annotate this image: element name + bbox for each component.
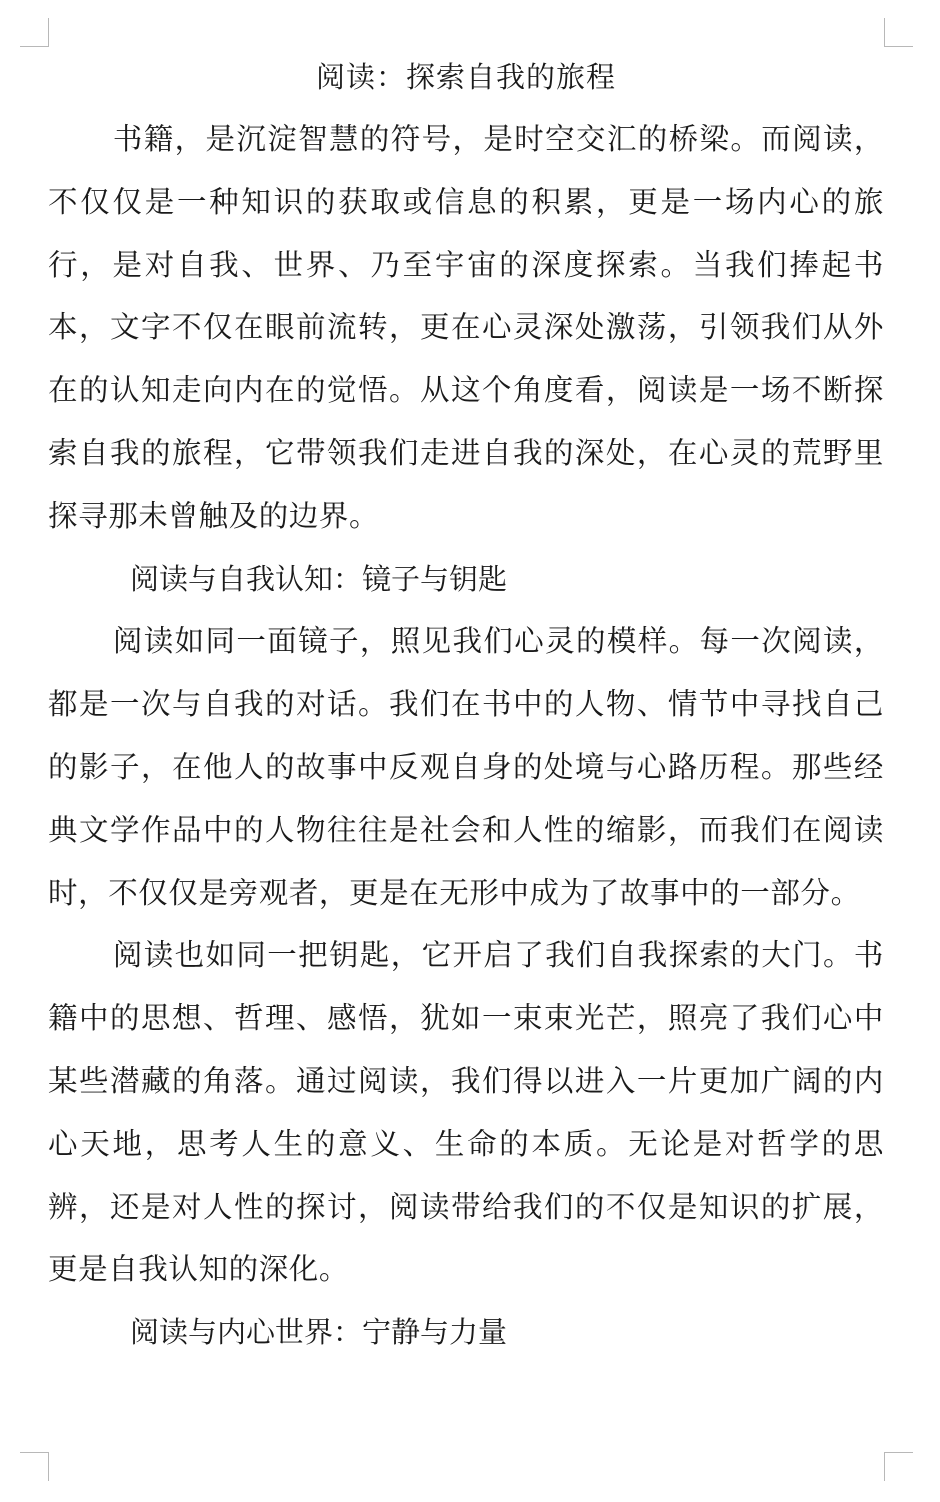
- section-heading-inner-world: 阅读与内心世界：宁静与力量: [130, 1315, 508, 1350]
- paragraph-mirror: 阅读如同一面镜子，照见我们心灵的模样。每一次阅读，都是一次与自我的对话。我们在书中的人物、情节中寻找自己的影子，在他人的故事中反观自身的处境与心路历程。那些经典文学作品中的人物往往是社会和人性的缩影，而我们在阅读时，不仅仅是旁观者，更是在无形中成为了故事中的一部分。: [48, 624, 884, 910]
- paragraph-key: 阅读也如同一把钥匙，它开启了我们自我探索的大门。书籍中的思想、哲理、感悟，犹如一束束光芒，照亮了我们心中某些潜藏的角落。通过阅读，我们得以进入一片更加广阔的内心天地，思考人生的意义、生命的本质。无论是对哲学的思辨，还是对人性的探讨，阅读带给我们的不仅是知识的扩展，更是自我认知的深化。: [48, 938, 884, 1287]
- section-heading-self-cognition: 阅读与自我认知：镜子与钥匙: [130, 561, 508, 596]
- page-corner-mark-bottom-left: [20, 1452, 49, 1481]
- page-corner-mark-top-right: [884, 18, 913, 47]
- paragraph-intro: 书籍，是沉淀智慧的符号，是时空交汇的桥梁。而阅读，不仅仅是一种知识的获取或信息的积累，更是一场内心的旅行，是对自我、世界、乃至宇宙的深度探索。当我们捧起书本，文字不仅在眼前流转，更在心灵深处激荡，引领我们从外在的认知走向内在的觉悟。从这个角度看，阅读是一场不断探索自我的旅程，它带领我们走进自我的深处，在心灵的荒野里探寻那未曾触及的边界。: [48, 122, 884, 533]
- document-title: 阅读：探索自我的旅程: [315, 60, 616, 94]
- page-corner-mark-top-left: [20, 18, 49, 47]
- page-corner-mark-bottom-right: [884, 1452, 913, 1481]
- document-page: [48, 46, 884, 1364]
